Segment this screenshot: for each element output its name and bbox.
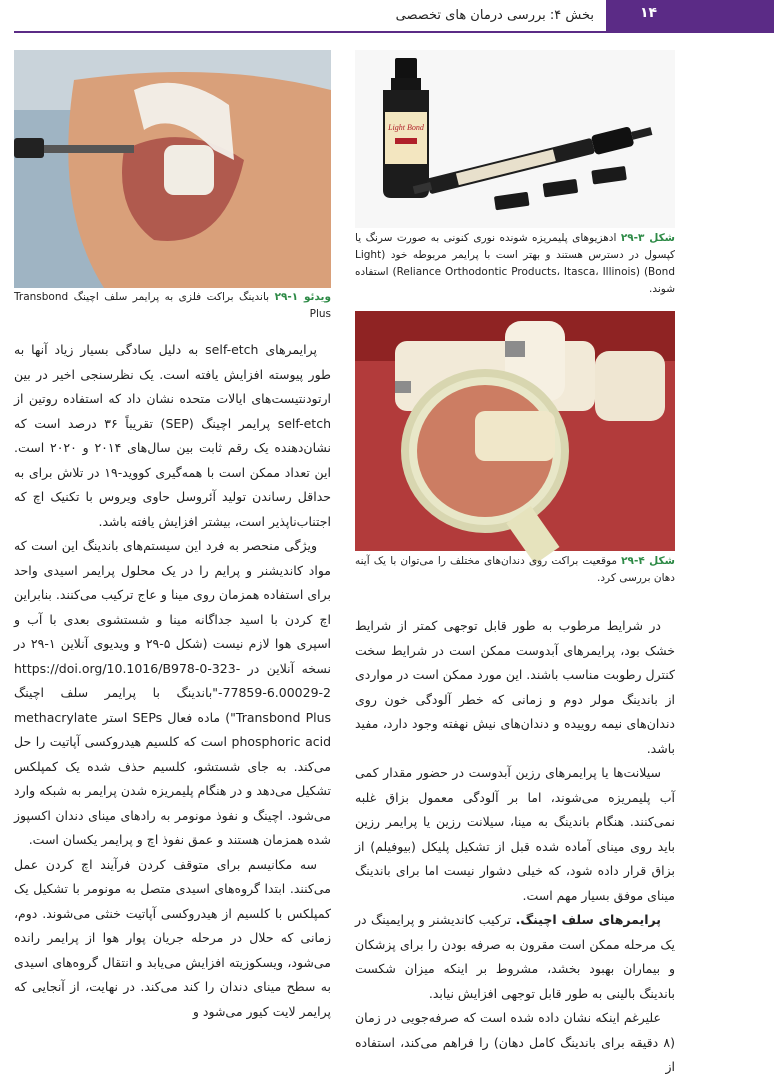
figure-4-caption	[355, 553, 675, 587]
video-1-label: ویدئو ۱-۲۹	[274, 291, 332, 303]
self-etch-heading: پرایمرهای سلف اچینگ.	[515, 912, 661, 927]
header-rule	[14, 31, 774, 33]
right-paragraph-1: در شرایط مرطوب به طور قابل توجهی کمتر از شرایط خشک بود، پرایمرهای آبدوست ممکن است در شرایط سخت کنترل رطوبت مناسب باشند. این مورد ممکن است در مواردی از باندینگ مولر دوم و زمانی که خطر آلودگی خون روی دندان‌های نیمه روییده و دندان‌های نیش نهفته وجود دارد، مفید باشد.	[355, 618, 675, 756]
bottle-label: Light Bond	[388, 123, 424, 132]
left-paragraph-3: سه مکانیسم برای متوقف کردن فرآیند اچ کردن عمل می‌کنند. ابتدا گروه‌های اسیدی متصل به مونومر با تشکیل یک کمپلکس با کلسیم از هیدروکسی آپاتیت خنثی می‌شوند. دوم، زمانی که حلال در مرحله جریان پوار هوا از پرایمر رانده می‌شود، ویسکوزیته افزایش می‌یابد و انتقال گروه‌های اسیدی به سطح مینای دندان را کند می‌کند. در نهایت، از آنجایی که پرایمر لایت کیور می‌شود و	[14, 856, 331, 1019]
adhesive-product-photo	[355, 50, 675, 228]
mirror-brackets-photo	[355, 311, 675, 551]
left-paragraph-1: پرایمرهای self-etch به دلیل سادگی بسیار زیاد آنها به طور پیوسته افزایش یافته است. یک نظرسنجی اخیر در بین ارتودنتیست‌های ایالات متحده نشان داد که استفاده روتین از self-etch پرایمر اچینگ (SEP) تقریباً ۳۶ درصد است که نشان‌دهنده یک رقم ثابت بین سال‌های ۲۰۱۴ و ۲۰۲۰ است. این تعداد ممکن است با همه‌گیری کووید-۱۹ در تلاش برای به حداقل رساندن تولید آئروسل حاوی ویروس با تکنیک اچ که اجتناب‌ناپذیر است، بیشتر افزایش یافته باشد.	[14, 342, 332, 529]
left-paragraph-2: ویژگی منحصر به فرد این سیستم‌های باندینگ این است که مواد کاندیشنر و پرایم را در یک محلول پرایمر اسیدی واحد برای استفاده همزمان روی مینا و عاج ترکیب می‌کنند. بنابراین اچ کردن با اسید جداگانه مینا و شستشوی بعدی با آب و اسپری هوا لازم نیست (شکل ۵-۲۹ و ویدیوی آنلاین ۱-۲۹ در نسخه آنلاین در https://doi.org/10.1016/B978-0-323-77859-6.00029-2-"باندینگ با پرایمر سلف اچینگ Transbond Plus") ماده فعال SEPs استر methacrylate phosphoric acid است که کلسیم هیدروکسی آپاتیت را حل می‌کند. به جای شستشو، کلسیم حذف شده یک کمپلکس تشکیل می‌دهد و در هنگام پلیمریزه شدن پرایمر به شبکه وارد می‌شود. اچینگ و نفوذ مونومر به رادهای مینای دندان اکسپوز شده همزمان هستند و عمق نفوذ اچ و پرایمر یکسان است.	[14, 538, 332, 847]
patient-retractor-illustration	[14, 50, 331, 288]
figure-3-label: شکل ۳-۲۹	[620, 232, 676, 244]
figure-3-text: ادهزیوهای پلیمریزه شونده نوری کنونی به صورت سرنگ یا کپسول در دسترس هستند و بهتر است با پرایمر مربوطه خود (Light Bond) (Reliance Orthodontic Products، Itasca، Illinois) استفاده شوند.	[355, 232, 675, 295]
header-tab	[606, 0, 774, 31]
right-paragraph-3-text: ترکیب کاندیشنر و پرایمینگ در یک مرحله ممکن است مقرون به صرفه بودن را برای پزشکان و بیماران بهبود بخشد، مشروط بر اینکه میزان شکست باندینگ بالینی به طور قابل توجهی افزایش نیابد.	[355, 912, 675, 1001]
left-text-column	[14, 338, 331, 1024]
mouth-mirror-illustration	[355, 311, 675, 551]
right-text-column	[355, 614, 675, 1080]
right-paragraph-2: سیلانت‌ها یا پرایمرهای رزین آبدوست در حضور مقدار کمی آب پلیمریزه می‌شوند، اما بر آلودگی معمول بزاق غلبه نمی‌کنند. هنگام باندینگ به مینا، سیلانت رزین یا پرایمر رزین باید روی مینای آماده شده قبل از تشکیل پلیکل (بیوفیلم) از بزاق قرار داده شود، که خیلی دشوار نیست اما برای باندینگ مینای موفق بسیار مهم است.	[355, 765, 675, 903]
figure-3-caption	[355, 230, 675, 298]
right-paragraph-3	[355, 908, 675, 1006]
figure-4-text: موقعیت براکت روی دندان‌های مختلف را می‌توان با یک آینه دهان بررسی کرد.	[355, 555, 675, 584]
page-number: ۱۴	[640, 5, 658, 21]
section-title: بخش ۴: بررسی درمان های تخصصی	[395, 8, 594, 23]
figure-4-label: شکل ۴-۲۹	[621, 555, 675, 567]
video-1-caption	[14, 289, 331, 323]
video-1-text: باندینگ براکت فلزی به پرایمر سلف اچینگ Transbond Plus	[14, 291, 331, 320]
video-overlay-text: proceed to bonding	[134, 318, 242, 331]
adhesive-product-illustration	[355, 50, 675, 228]
right-paragraph-4: علیرغم اینکه نشان داده شده است که صرفه‌جویی در زمان (۸ دقیقه برای باندینگ کامل دهان) را فراهم می‌کند، استفاده از	[355, 1010, 675, 1074]
